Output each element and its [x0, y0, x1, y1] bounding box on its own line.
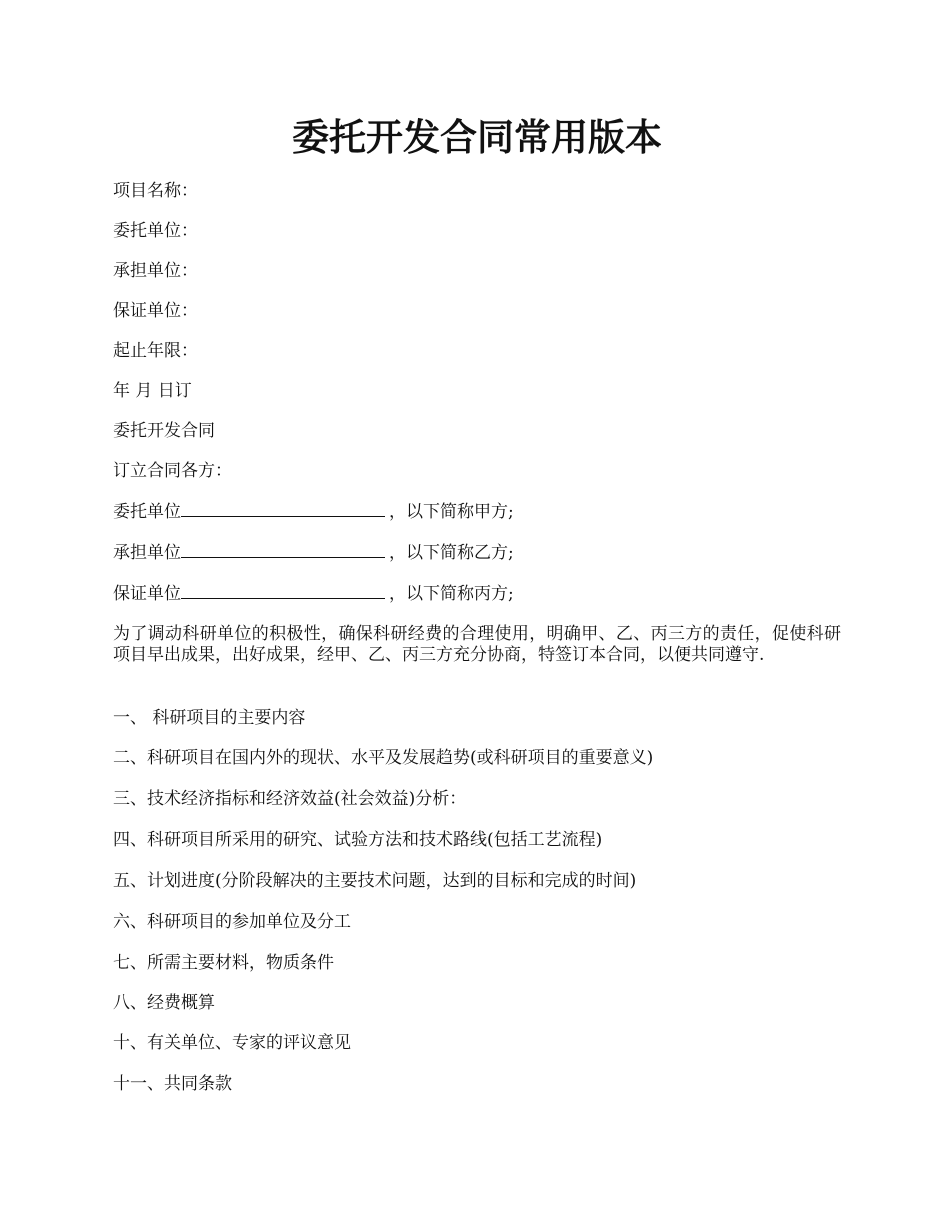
- field-contractor-unit: 承担单位：: [113, 261, 198, 281]
- section-item: 十、有关单位、专家的评议意见: [113, 1033, 351, 1053]
- section-item: 五、计划进度(分阶段解决的主要技术问题，达到的目标和完成的时间): [113, 871, 637, 891]
- field-guarantor-unit: 保证单位：: [113, 301, 198, 321]
- blank-line: [181, 540, 385, 558]
- section-item: 十一、共同条款: [113, 1074, 232, 1094]
- section-item: 三、技术经济指标和经济效益(社会效益)分析：: [113, 789, 467, 809]
- party-suffix: ，以下简称甲方;: [389, 502, 514, 522]
- party-suffix: ，以下简称乙方;: [389, 543, 514, 563]
- blank-line: [181, 581, 385, 599]
- intro-paragraph: 为了调动科研单位的积极性，确保科研经费的合理使用，明确甲、乙、丙三方的责任，促使科研项目早出成果，出好成果，经甲、乙、丙三方充分协商，特签订本合同，以便共同遵守.: [113, 624, 841, 665]
- field-client-unit: 委托单位：: [113, 221, 198, 241]
- section-item: 七、所需主要材料，物质条件: [113, 953, 334, 973]
- section-item: 八、经费概算: [113, 993, 215, 1013]
- party-line-c: [113, 581, 514, 606]
- party-line-a: [113, 499, 514, 524]
- party-label: 委托单位: [113, 502, 181, 522]
- field-project-name: 项目名称：: [113, 181, 198, 201]
- section-item: 一、 科研项目的主要内容: [113, 708, 306, 728]
- blank-line: [181, 499, 385, 517]
- party-label: 保证单位: [113, 584, 181, 604]
- section-item: 六、科研项目的参加单位及分工: [113, 912, 351, 932]
- parties-heading: 订立合同各方：: [113, 461, 232, 481]
- field-period: 起止年限：: [113, 341, 198, 361]
- party-label: 承担单位: [113, 543, 181, 563]
- field-date: 年 月 日订: [113, 381, 192, 401]
- contract-subtitle: 委托开发合同: [113, 421, 215, 441]
- party-suffix: ，以下简称丙方;: [389, 584, 514, 604]
- section-item: 四、科研项目所采用的研究、试验方法和技术路线(包括工艺流程): [113, 830, 603, 850]
- party-line-b: [113, 540, 514, 565]
- section-item: 二、科研项目在国内外的现状、水平及发展趋势(或科研项目的重要意义): [113, 748, 654, 768]
- page-title: 委托开发合同常用版本: [292, 115, 662, 159]
